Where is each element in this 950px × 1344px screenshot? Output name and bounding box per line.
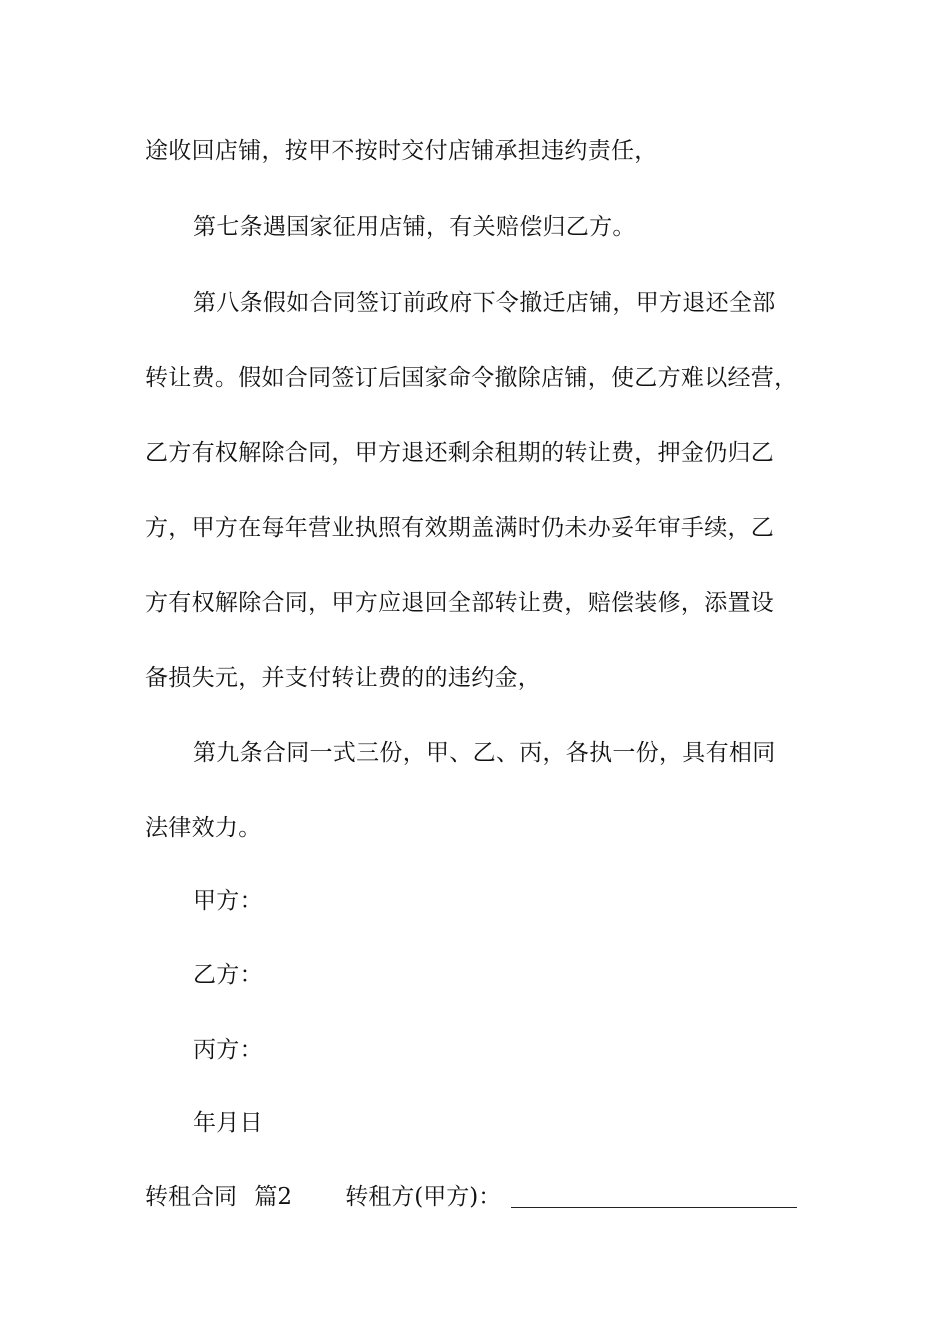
clause-7: 第七条遇国家征用店铺，有关赔偿归乙方。 (193, 214, 636, 240)
sublessor-label: 转租方(甲方)： (345, 1184, 502, 1210)
text-line: 乙方有权解除合同，甲方退还剩余租期的转让费，押金仍归乙 (145, 440, 775, 466)
sublessor-fill-blank (511, 1185, 797, 1208)
contract-title: 转租合同 (145, 1184, 237, 1210)
text-line: 方有权解除合同，甲方应退回全部转让费，赔偿装修，添置设 (145, 590, 775, 616)
text-line: 备损失元，并支付转让费的的违约金， (145, 665, 542, 691)
text-line: 途收回店铺，按甲不按时交付店铺承担违约责任， (145, 138, 658, 164)
text-line: 法律效力。 (145, 815, 262, 841)
section-label: 篇2 (254, 1184, 292, 1210)
text-line: 方，甲方在每年营业执照有效期盖满时仍未办妥年审手续，乙 (145, 515, 775, 541)
clause-8: 第八条假如合同签订前政府下令撤迁店铺，甲方退还全部 (193, 290, 776, 316)
party-b-label: 乙方： (193, 962, 263, 988)
party-c-label: 丙方： (193, 1037, 263, 1063)
party-a-label: 甲方： (193, 888, 263, 914)
date-label: 年月日 (193, 1110, 263, 1136)
clause-9: 第九条合同一式三份，甲、乙、丙，各执一份，具有相同 (193, 740, 776, 766)
text-line: 转让费。假如合同签订后国家命令撤除店铺，使乙方难以经营， (145, 365, 798, 391)
next-contract-heading (145, 1182, 810, 1212)
